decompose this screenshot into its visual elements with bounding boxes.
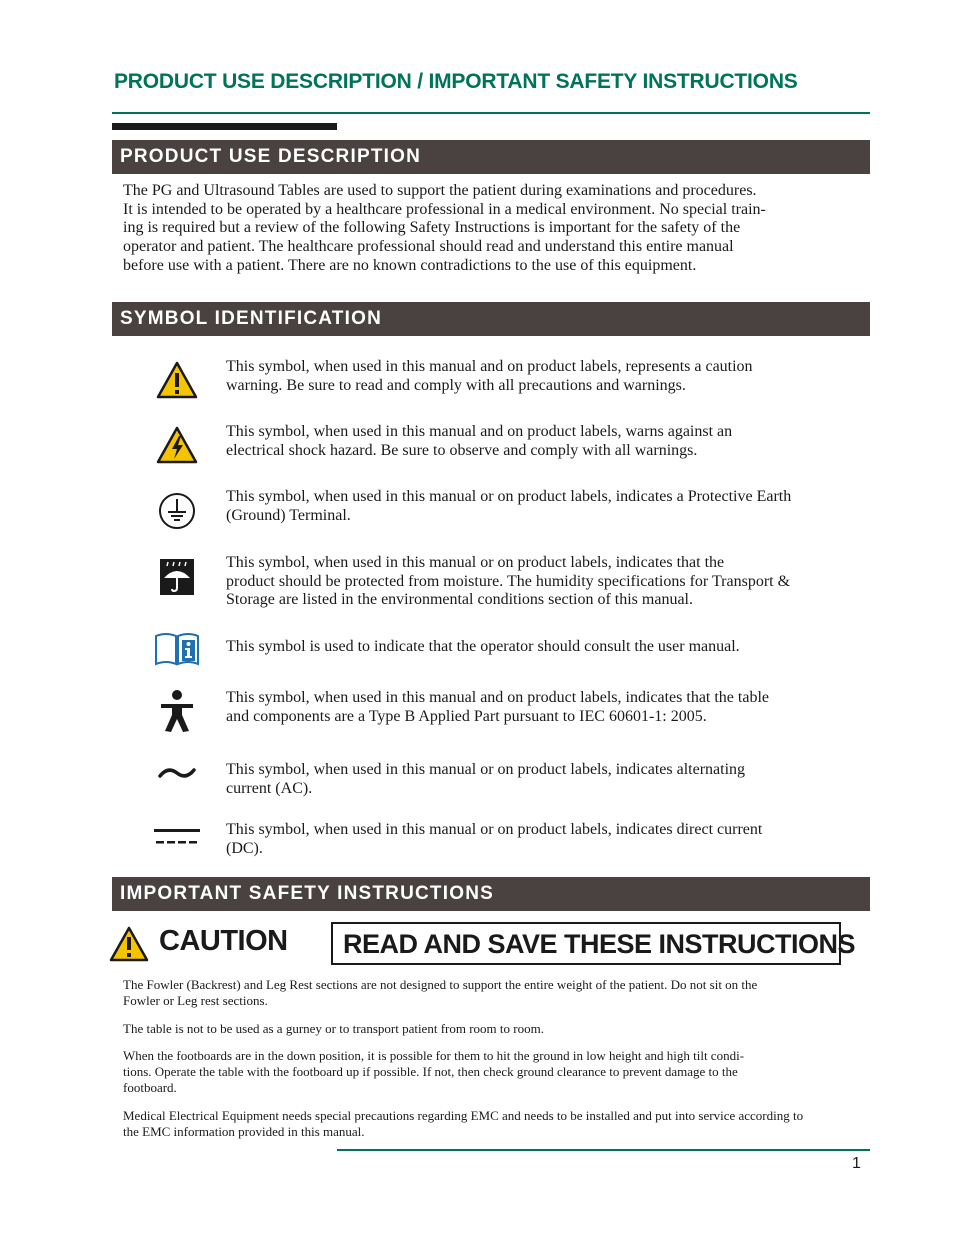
read-and-save-label: READ AND SAVE THESE INSTRUCTIONS (343, 929, 856, 959)
safety-paragraph-gurney (123, 1021, 865, 1037)
text-line: The PG and Ultrasound Tables are used to support the patient during examinations and procedures. (123, 182, 757, 199)
symbol-description (226, 488, 862, 525)
text-line: the EMC information provided in this manual. (123, 1124, 365, 1139)
text-line: This symbol, when used in this manual and on product labels, represents a caution (226, 358, 753, 375)
page-number: 1 (852, 1155, 861, 1172)
symbol-description (226, 358, 862, 395)
safety-paragraph-footboards (123, 1048, 865, 1096)
symbol-description (226, 689, 862, 726)
text-line: and components are a Type B Applied Part pursuant to IEC 60601-1: 2005. (226, 707, 707, 725)
text-line: product should be protected from moisture. The humidity specifications for Transport & (226, 572, 791, 590)
consult-manual-icon (152, 624, 202, 674)
section-header-symbols (112, 302, 870, 336)
section-header-safety (112, 877, 870, 911)
symbol-description (226, 821, 862, 858)
alternating-current-icon (152, 748, 202, 798)
direct-current-icon (152, 812, 202, 862)
text-line: This symbol, when used in this manual or on product labels, indicates direct current (226, 821, 763, 838)
section-header-product-use (112, 140, 870, 174)
title-rule (112, 112, 870, 114)
text-line: operator and patient. The healthcare professional should read and understand this entire manual (123, 238, 734, 256)
text-line: The Fowler (Backrest) and Leg Rest sections are not designed to support the entire weight of the patient. Do not sit on the (123, 977, 758, 992)
text-line: When the footboards are in the down position, it is possible for them to hit the ground in low height and high tilt condi- (123, 1048, 745, 1063)
safety-paragraph-fowler (123, 977, 865, 1009)
text-line: footboard. (123, 1080, 177, 1095)
text-line: This symbol, when used in this manual or on product labels, indicates alternating (226, 761, 746, 778)
protective-earth-icon (152, 486, 202, 536)
type-b-applied-part-icon (152, 686, 202, 736)
black-accent-bar (112, 123, 337, 130)
text-line: Storage are listed in the environmental conditions section of this manual. (226, 591, 693, 609)
text-line: current (AC). (226, 779, 313, 797)
caution-triangle-icon (152, 355, 202, 405)
text-line: Medical Electrical Equipment needs special precautions regarding EMC and needs to be installed and put into service according to (123, 1108, 804, 1123)
read-and-save-box (331, 922, 856, 965)
symbol-description (226, 423, 862, 460)
caution-label: CAUTION (159, 925, 288, 957)
text-line: tions. Operate the table with the footboard up if possible. If not, then check ground clearance to prevent damage to the (123, 1064, 738, 1079)
keep-dry-umbrella-icon (152, 552, 202, 602)
text-line: This symbol, when used in this manual and on product labels, warns against an (226, 423, 733, 440)
symbol-description (226, 638, 862, 657)
section-heading: SYMBOL IDENTIFICATION (120, 308, 382, 329)
text-line: ing is required but a review of the following Safety Instructions is important for the safety of the (123, 219, 741, 237)
text-line: The table is not to be used as a gurney or to transport patient from room to room. (123, 1021, 544, 1036)
symbol-description (226, 554, 862, 610)
footer-rule (337, 1149, 870, 1151)
text-line: warning. Be sure to read and comply with all precautions and warnings. (226, 376, 686, 394)
text-line: It is intended to be operated by a healthcare professional in a medical environment. No special train- (123, 200, 766, 218)
text-line: (Ground) Terminal. (226, 506, 351, 524)
section-heading: PRODUCT USE DESCRIPTION (120, 146, 422, 167)
symbol-description (226, 761, 862, 798)
text-line: before use with a patient. There are no known contradictions to the use of this equipment. (123, 256, 697, 274)
text-line: Fowler or Leg rest sections. (123, 993, 268, 1008)
caution-triangle-icon (109, 926, 149, 962)
text-line: electrical shock hazard. Be sure to observe and comply with all warnings. (226, 441, 698, 459)
text-line: This symbol is used to indicate that the operator should consult the user manual. (226, 638, 740, 655)
text-line: This symbol, when used in this manual or on product labels, indicates a Protective Earth (226, 488, 792, 505)
electrical-hazard-icon (152, 420, 202, 470)
page-title: PRODUCT USE DESCRIPTION / IMPORTANT SAFETY INSTRUCTIONS (114, 70, 798, 93)
product-use-paragraph (123, 182, 865, 276)
section-heading: IMPORTANT SAFETY INSTRUCTIONS (120, 883, 494, 904)
safety-paragraph-emc (123, 1108, 865, 1140)
text-line: This symbol, when used in this manual or on product labels, indicates that the (226, 554, 725, 571)
text-line: This symbol, when used in this manual and on product labels, indicates that the table (226, 689, 769, 706)
text-line: (DC). (226, 839, 263, 857)
